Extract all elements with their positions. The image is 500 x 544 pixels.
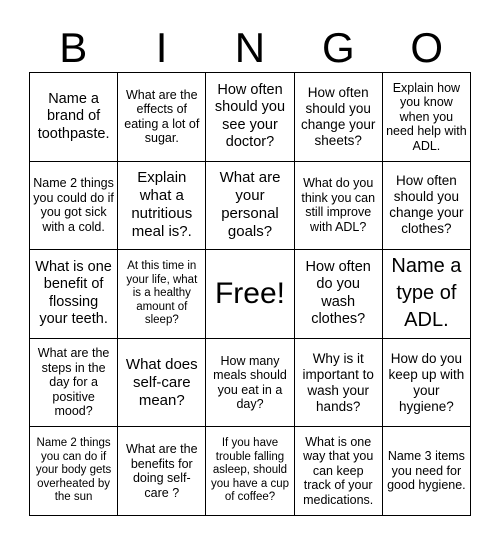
cell-text: Name a brand of toothpaste. (37, 90, 110, 142)
cell-text: If you have trouble falling asleep, should you have a cup of coffee? (210, 437, 289, 504)
cell-text: What do you think you can still improve with ADL? (301, 176, 376, 234)
bingo-cell-2-4[interactable] (295, 162, 383, 251)
bingo-cell-1-3[interactable] (206, 73, 294, 162)
bingo-cell-5-2[interactable] (118, 427, 206, 516)
bingo-cell-5-4[interactable] (295, 427, 383, 516)
cell-text: Why is it important to wash your hands? (302, 350, 374, 414)
bingo-cell-3-2[interactable] (118, 250, 206, 339)
bingo-cell-2-2[interactable] (118, 162, 206, 251)
cell-text: How often should you change your clothes? (389, 173, 464, 237)
cell-text: Name 2 things you could do if you got sick with a cold. (33, 176, 114, 234)
cell-text: What does self-care mean? (125, 355, 198, 409)
bingo-cell-1-4[interactable] (295, 73, 383, 162)
bingo-cell-3-1[interactable] (30, 250, 118, 339)
bingo-cell-5-1[interactable] (30, 427, 118, 516)
cell-text: What is one benefit of flossing your teeth. (35, 258, 112, 328)
bingo-cell-4-1[interactable] (30, 339, 118, 428)
bingo-cell-3-4[interactable] (295, 250, 383, 339)
cell-text: What are the effects of eating a lot of sugar. (124, 87, 200, 146)
bingo-cell-4-3[interactable] (206, 339, 294, 428)
bingo-cell-free[interactable] (206, 250, 294, 339)
bingo-cell-3-5[interactable] (383, 250, 471, 339)
header-letter-o: O (410, 24, 444, 71)
cell-text: What are your personal goals? (219, 169, 281, 241)
header-letter-b: B (59, 24, 88, 71)
bingo-grid (29, 72, 471, 516)
cell-text: Name 3 items you need for good hygiene. (387, 449, 466, 493)
bingo-cell-2-3[interactable] (206, 162, 294, 251)
cell-text: How often should you see your doctor? (214, 81, 286, 151)
header-letter-n: N (234, 24, 266, 71)
bingo-header (29, 24, 471, 72)
bingo-cell-5-5[interactable] (383, 427, 471, 516)
bingo-cell-4-5[interactable] (383, 339, 471, 428)
cell-text: What are the steps in the day for a positive mood? (37, 346, 110, 419)
cell-text: How often should you change your sheets? (301, 84, 376, 148)
cell-text: What is one way that you can keep track of your medications. (303, 434, 374, 507)
header-letter-i: I (155, 24, 168, 71)
cell-text: At this time in your life, what is a healthy amount of sleep? (126, 260, 198, 327)
bingo-cell-5-3[interactable] (206, 427, 294, 516)
cell-text: Explain what a nutritious meal is?. (131, 169, 193, 241)
free-space-text: Free! (214, 276, 285, 310)
cell-text: How many meals should you eat in a day? (213, 353, 287, 412)
bingo-cell-4-4[interactable] (295, 339, 383, 428)
cell-text: How do you keep up with your hygiene? (388, 350, 465, 414)
cell-text: Name 2 things you can do if your body gets overheated by the sun (35, 437, 112, 504)
bingo-cell-1-2[interactable] (118, 73, 206, 162)
cell-text: Name a type of ADL. (391, 255, 462, 332)
cell-text: What are the benefits for doing self-care ? (126, 442, 198, 500)
bingo-cell-1-1[interactable] (30, 73, 118, 162)
bingo-cell-2-1[interactable] (30, 162, 118, 251)
cell-text: Explain how you know when you need help with ADL. (386, 80, 467, 153)
header-letter-g: G (322, 24, 355, 71)
bingo-cell-4-2[interactable] (118, 339, 206, 428)
bingo-cell-1-5[interactable] (383, 73, 471, 162)
cell-text: How often do you wash clothes? (305, 258, 371, 328)
bingo-cell-2-5[interactable] (383, 162, 471, 251)
